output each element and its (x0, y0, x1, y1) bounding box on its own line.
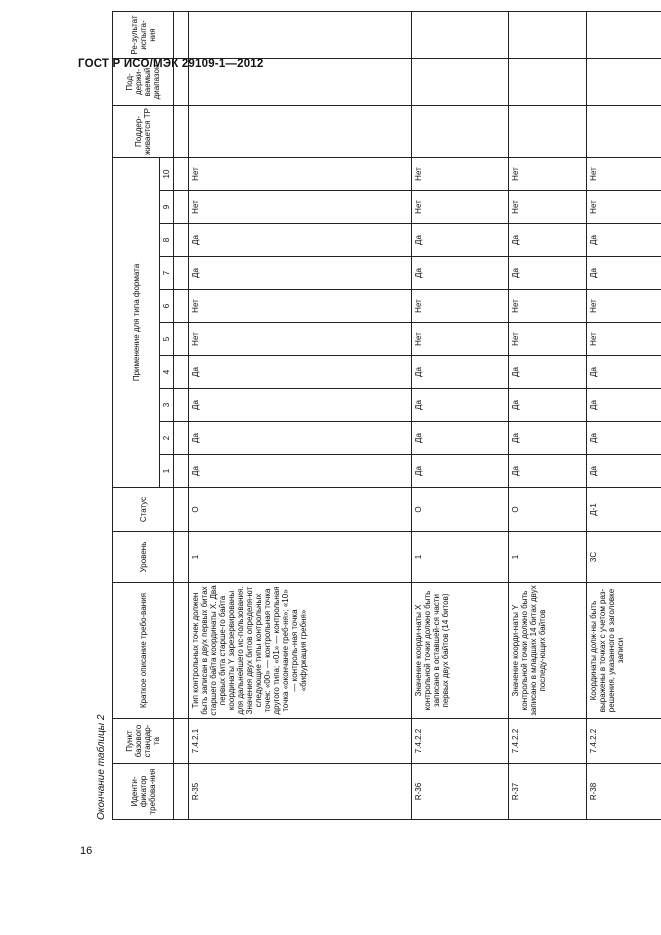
applicability-cell: Нет (412, 191, 509, 224)
requirement-status: О (412, 488, 509, 532)
applicability-cell: Да (509, 356, 587, 389)
applicability-cell: Да (189, 257, 412, 290)
applicability-cell: Да (189, 455, 412, 488)
document-header: ГОСТ Р ИСО/МЭК 29109-1—2012 (78, 58, 264, 70)
base-clause: 7.4.2.2 (412, 719, 509, 764)
column-number-cell (174, 11, 189, 58)
result-cell (189, 11, 412, 58)
range-cell (189, 58, 412, 105)
requirement-level: 1 (189, 532, 412, 583)
header-clause: Пункт базового стандар-та (113, 719, 174, 764)
requirement-description: Координаты долж-ны быть выражены в точках с учетом раз-решения, указанного в заголовке записи (587, 583, 661, 719)
header-range: Под-держи-ваемый диапазон (113, 58, 174, 105)
column-number-cell (174, 455, 189, 488)
applicability-cell: Да (509, 389, 587, 422)
requirement-description: Тип контрольных точек должен быть записан в двух первых битах старшего байта координаты X. Два первых бита старше-го байта координаты Y зарезервированы для дальнейшего ис-пользования. Значения двух битов определя-ют следующие типы контрольных точек: «00» — контрольная точка другого типа; «01» — контрольная точка «окончание греб-ня»; «10» — контроль-ная точка «бифуркация гребня» (189, 583, 412, 719)
requirement-status: О (189, 488, 412, 532)
column-number-cell (174, 532, 189, 583)
column-number-cell (174, 764, 189, 820)
requirements-table (112, 11, 661, 820)
column-number-cell (174, 224, 189, 257)
applicability-cell: Нет (189, 290, 412, 323)
column-number-cell (174, 191, 189, 224)
table-row (587, 11, 661, 819)
table-row (412, 11, 509, 819)
base-clause: 7.4.2.2 (587, 719, 661, 764)
applicability-cell: Да (587, 422, 661, 455)
requirement-id: R-35 (189, 764, 412, 820)
column-number-cell (174, 356, 189, 389)
applicability-cell: Да (189, 356, 412, 389)
result-cell (509, 11, 587, 58)
applicability-cell: Нет (412, 290, 509, 323)
table-row (189, 11, 412, 819)
applicability-cell: Да (587, 356, 661, 389)
applicability-cell: Да (587, 257, 661, 290)
supported-cell (587, 105, 661, 157)
applicability-cell: Да (412, 422, 509, 455)
applicability-cell: Нет (587, 191, 661, 224)
format-type-header: 8 (160, 224, 174, 257)
applicability-cell: Нет (587, 157, 661, 190)
applicability-cell: Да (509, 422, 587, 455)
header-applicability: Применение для типа формата (113, 157, 160, 487)
result-cell (412, 11, 509, 58)
header-level: Уровень (113, 532, 174, 583)
column-number-row (174, 11, 189, 819)
header-description: Краткое описание требо-вания (113, 583, 174, 719)
supported-cell (509, 105, 587, 157)
requirement-id: R-36 (412, 764, 509, 820)
format-type-header: 5 (160, 323, 174, 356)
requirement-id: R-38 (587, 764, 661, 820)
requirement-level: 3С (587, 532, 661, 583)
applicability-cell: Да (509, 257, 587, 290)
applicability-cell: Нет (509, 157, 587, 190)
table-caption: Окончание таблицы 2 (96, 714, 107, 820)
applicability-cell: Да (587, 455, 661, 488)
column-number-cell (174, 719, 189, 764)
applicability-cell: Да (189, 224, 412, 257)
applicability-cell: Нет (587, 323, 661, 356)
page-number: 16 (80, 845, 93, 857)
format-type-header: 4 (160, 356, 174, 389)
applicability-cell: Нет (509, 290, 587, 323)
column-number-cell (174, 105, 189, 157)
format-type-header: 10 (160, 157, 174, 190)
applicability-cell: Да (587, 389, 661, 422)
column-number-cell (174, 257, 189, 290)
range-cell (587, 58, 661, 105)
applicability-cell: Да (412, 356, 509, 389)
applicability-cell: Нет (587, 290, 661, 323)
table-row (509, 11, 587, 819)
requirement-status: О (509, 488, 587, 532)
range-cell (412, 58, 509, 105)
applicability-cell: Нет (412, 323, 509, 356)
format-type-header: 9 (160, 191, 174, 224)
requirement-level: 1 (412, 532, 509, 583)
column-number-cell (174, 157, 189, 190)
base-clause: 7.4.2.2 (509, 719, 587, 764)
requirement-status: Д-1 (587, 488, 661, 532)
result-cell (587, 11, 661, 58)
applicability-cell: Нет (189, 157, 412, 190)
range-cell (509, 58, 587, 105)
applicability-cell: Да (412, 224, 509, 257)
column-number-cell (174, 58, 189, 105)
requirement-description: Значение коорди-наты X контрольной точки должно быть записано в оставшей-ся части первых двух байтов (14 битов) (412, 583, 509, 719)
applicability-cell: Да (412, 257, 509, 290)
header-result: Ре-зультат испыта-ния (113, 11, 174, 58)
applicability-cell: Нет (189, 191, 412, 224)
header-supported: Поддер-живается ТР (113, 105, 174, 157)
applicability-cell: Да (189, 389, 412, 422)
applicability-cell: Нет (509, 323, 587, 356)
column-number-cell (174, 488, 189, 532)
applicability-cell: Да (509, 455, 587, 488)
format-type-header: 3 (160, 389, 174, 422)
applicability-cell: Да (412, 455, 509, 488)
supported-cell (189, 105, 412, 157)
applicability-cell: Да (587, 224, 661, 257)
format-type-header: 2 (160, 422, 174, 455)
applicability-cell: Нет (412, 157, 509, 190)
requirement-description: Значение коорди-наты Y контрольной точки должно быть записано в младших 14 битах двух последу-ющих байтов (509, 583, 587, 719)
requirement-id: R-37 (509, 764, 587, 820)
column-number-cell (174, 323, 189, 356)
header-id: Иденти-фикатор требова-ния (113, 764, 174, 820)
header-status: Статус (113, 488, 174, 532)
column-number-cell (174, 290, 189, 323)
column-number-cell (174, 583, 189, 719)
column-number-cell (174, 422, 189, 455)
requirement-level: 1 (509, 532, 587, 583)
supported-cell (412, 105, 509, 157)
applicability-cell: Да (509, 224, 587, 257)
format-type-header: 6 (160, 290, 174, 323)
applicability-cell: Нет (189, 323, 412, 356)
column-number-cell (174, 389, 189, 422)
applicability-cell: Да (412, 389, 509, 422)
format-type-header: 1 (160, 455, 174, 488)
base-clause: 7.4.2.1 (189, 719, 412, 764)
applicability-cell: Нет (509, 191, 587, 224)
applicability-cell: Да (189, 422, 412, 455)
format-type-header: 7 (160, 257, 174, 290)
